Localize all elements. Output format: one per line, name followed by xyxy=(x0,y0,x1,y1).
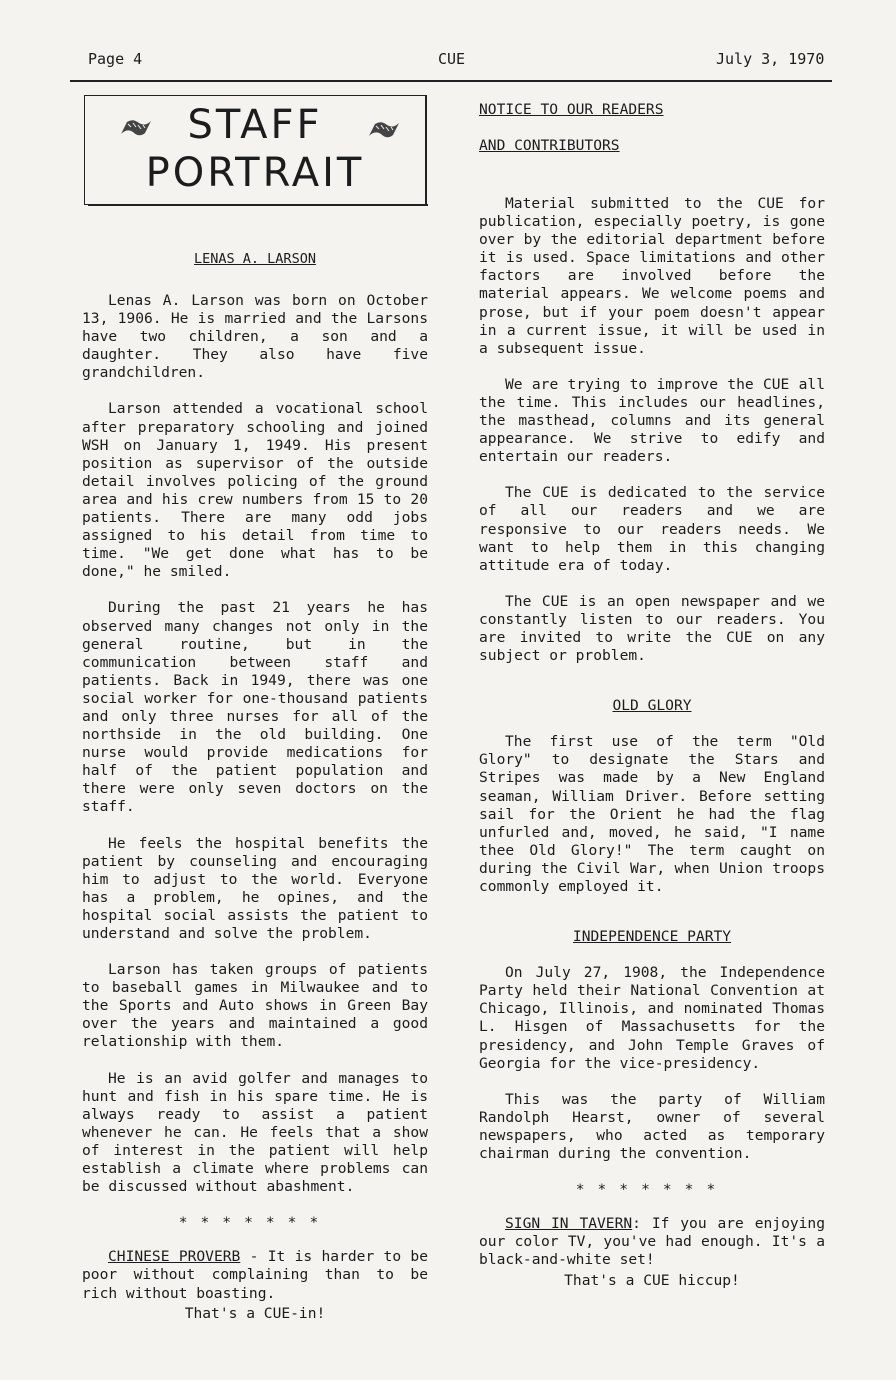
paragraph: On July 27, 1908, the Independence Party held their National Convention at Chicago, Illinois, and nominated Thomas L. Hisgen of Massachusetts for the presidency, and John Temple Graves of Georgia for the vice-presidency. xyxy=(479,964,825,1072)
paragraph: The CUE is dedicated to the service of all our readers and we are responsive to our readers needs. We want to help them in this changing attitude era of today. xyxy=(479,484,825,574)
paragraph: Material submitted to the CUE for publication, especially poetry, is gone over by the editorial department before it is used. Space limitations and other factors are involved before the material appears. We welcome poems and prose, but if your poem doesn't appear in a current issue, it will be used in a subsequent issue. xyxy=(479,195,825,357)
staff-portrait-box xyxy=(84,95,427,205)
independence-heading: INDEPENDENCE PARTY xyxy=(572,928,732,946)
tagline: That's a CUE-in! xyxy=(184,1304,326,1322)
paragraph: The CUE is an open newspaper and we constantly listen to our readers. You are invited to write the CUE on any subject or problem. xyxy=(479,592,825,665)
paragraph: Larson has taken groups of patients to baseball games in Milwaukee and to the Sports and Auto shows in Green Bay over the years and maintained a good relationship with them. xyxy=(82,961,428,1051)
notice-heading-line2: AND CONTRIBUTORS xyxy=(479,137,620,154)
header-rule xyxy=(70,80,832,82)
star-divider: ******* xyxy=(575,1181,729,1199)
right-column xyxy=(479,101,825,1290)
tagline: That's a CUE hiccup! xyxy=(564,1271,740,1289)
paragraph: During the past 21 years he has observed many changes not only in the general routine, but in the communication between staff and patients. Back in 1949, there was one social worker for one-thousand patients and only three nurses for all of the northside in the old building. One nurse would provide medications for half of the patient population and there were only seven doctors on the staff. xyxy=(82,599,428,816)
proverb xyxy=(82,1248,428,1302)
paragraph: The first use of the term "Old Glory" to designate the Stars and Stripes was made by a New England seaman, William Driver. Before setting sail for the Orient he had the flag unfurled and, moved, he said, "I name thee Old Glory!" The term caught on during the Civil War, when Union troops commonly employed it. xyxy=(479,733,825,895)
paragraph: Lenas A. Larson was born on October 13, 1906. He is married and the Larsons have two children, a son and a daughter. They also have five grandchildren. xyxy=(82,292,428,382)
tavern-sign xyxy=(479,1215,825,1269)
newspaper-title: CUE xyxy=(438,50,466,68)
issue-date: July 3, 1970 xyxy=(716,50,825,68)
proverb-label: CHINESE PROVERB xyxy=(108,1248,241,1266)
paragraph: We are trying to improve the CUE all the time. This includes our headlines, the masthead, columns and its general appearance. We strive to edify and entertain our readers. xyxy=(479,375,825,466)
paragraph: He is an avid golfer and manages to hunt and fish in his spare time. He is always ready to assist a patient whenever he can. He feels that a show of interest in the patient will help establish a climate where problems can be discussed without abashment. xyxy=(82,1069,428,1196)
left-column xyxy=(82,250,428,1323)
paragraph: He feels the hospital benefits the patient by counseling and encouraging him to adjust to the world. Everyone has a problem, he opines, and the hospital social assists the patient to understand and solve the problem. xyxy=(82,834,428,942)
tavern-text: : If you are enjoying our color TV, you've had enough. It's a black-and-white set! xyxy=(479,1215,825,1269)
proverb-text: - It is harder to be poor without complaining than to be rich without boasting. xyxy=(82,1248,428,1302)
tavern-label: SIGN IN TAVERN xyxy=(505,1215,633,1233)
paragraph: Larson attended a vocational school after preparatory schooling and joined WSH on January 1, 1949. His present position as supervisor of the outside detail involves policing of the ground area and his crew numbers from 15 to 20 patients. There are many odd jobs assigned to his detail from time to time. "We get done what has to be done," he smiled. xyxy=(82,400,428,581)
old-glory-heading: OLD GLORY xyxy=(612,697,692,715)
box-title-line2: PORTRAIT xyxy=(145,150,365,196)
notice-heading-line1: NOTICE TO OUR READERS xyxy=(479,101,664,118)
box-underline xyxy=(88,204,428,206)
star-divider: ******* xyxy=(178,1214,332,1232)
paragraph: This was the party of William Randolph Hearst, owner of several newspapers, who acted as temporary chairman during the convention. xyxy=(479,1090,825,1163)
page-number: Page 4 xyxy=(88,50,143,68)
box-title-line1: STAFF xyxy=(187,102,323,148)
article-heading: LENAS A. LARSON xyxy=(194,251,316,267)
